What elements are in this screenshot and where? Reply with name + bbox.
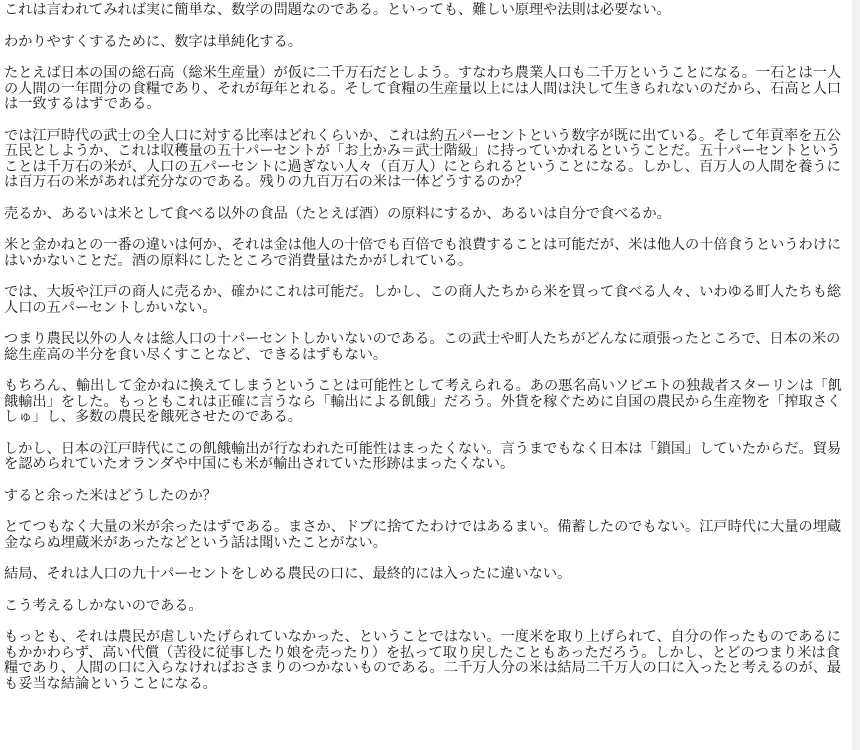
- paragraph-9: もちろん、輸出して金かねに換えてしまうということは可能性として考えられる。あの悪名高いソビエトの独裁者スターリンは「飢餓輸出」をした。もっともこれは正確に言うなら「輸出による飢餓」だろう。外貨を稼ぐために自国の農民から生産物を「搾取さくしゅ」し、多数の農民を餓死させたのである。: [4, 378, 842, 425]
- paragraph-3: たとえば日本の国の総石高（総米生産量）が仮に二千万石だとしよう。すなわち農業人口も二千万ということになる。一石とは一人の人間の一年間分の食糧であり、それが毎年とれる。そして食糧の生産量以上には人間は決して生きられないのだから、石高と人口は一致するはずである。: [4, 65, 842, 112]
- paragraph-13: 結局、それは人口の九十パーセントをしめる農民の口に、最終的には入ったに違いない。: [4, 566, 572, 582]
- paragraph-14: こう考えるしかないのである。: [4, 597, 203, 614]
- paragraph-6: 米と金かねとの一番の違いは何か、それは金は他人の十倍でも百倍でも浪費することは可能だが、米は他人の十倍食うというわけにはいかないことだ。酒の原料にしたところで消費量はたかがしれている。: [4, 237, 842, 269]
- paragraph-11: すると余った米はどうしたのか？: [4, 487, 217, 504]
- paragraph-8: つまり農民以外の人々は総人口の十パーセントしかいないのである。この武士や町人たちがどんなに頑張ったところで、日本の米の総生産高の半分を食い尽くすことなど、できるはずもない。: [4, 331, 841, 363]
- paragraph-10: しかし、日本の江戸時代にこの飢餓輸出が行なわれた可能性はまったくない。言うまでもなく日本は「鎖国」していたからだ。貿易を認められていたオランダや中国にも米が輸出されていた形跡はまったくない。: [4, 440, 842, 472]
- paragraph-5: 売るか、あるいは米として食べる以外の食品（たとえば酒）の原料にするか、あるいは自分で食べるか。: [4, 205, 671, 222]
- paragraph-2: わかりやすくするために、数字は単純化する。: [4, 33, 302, 50]
- paragraph-4: では江戸時代の武士の全人口に対する比率はどれくらいか、これは約五パーセントという数字が既に出ている。そして年貢率を五公五民としようか、これは収穫量の五十パーセントが「お上かみ＝武士階級」に持っていかれるということだ。五十パーセントということは千万石の米が、人口の五パーセントに過ぎない人々（百万人）にとられるということになる。しかし、百万人の人間を養うには百万石の米があれば充分なのである。残りの九百万石の米は一体どうするのか？: [4, 127, 841, 190]
- paragraph-1: これは言われてみれば実に簡単な、数学の問題なのである。といっても、難しい原理や法則は必要ない。: [4, 2, 671, 18]
- vertical-scrollbar[interactable]: [852, 0, 860, 750]
- paragraph-7: では、大坂や江戸の商人に売るか、確かにこれは可能だ。しかし、この商人たちから米を買って食べる人々、いわゆる町人たちも総人口の五パーセントしかいない。: [4, 284, 842, 316]
- paragraph-12: とてつもなく大量の米が余ったはずである。まさか、ドブに捨てたわけではあるまい。備蓄したのでもない。江戸時代に大量の埋蔵金ならぬ埋蔵米があったなどという話は聞いたことがない。: [4, 519, 842, 551]
- paragraph-15: もっとも、それは農民が虐しいたげられていなかった、ということではない。一度米を取り上げられて、自分の作ったものであるにもかかわらず、高い代償（苦役に従事したり娘を売ったり）を払って取り戻したこともあっただろう。しかし、とどのつまり米は食糧であり、人間の口に入らなければおさまりのつかないものである。二千万人分の米は結局二千万人の口に入ったと考えるのが、最も妥当な結論ということになる。: [4, 629, 842, 692]
